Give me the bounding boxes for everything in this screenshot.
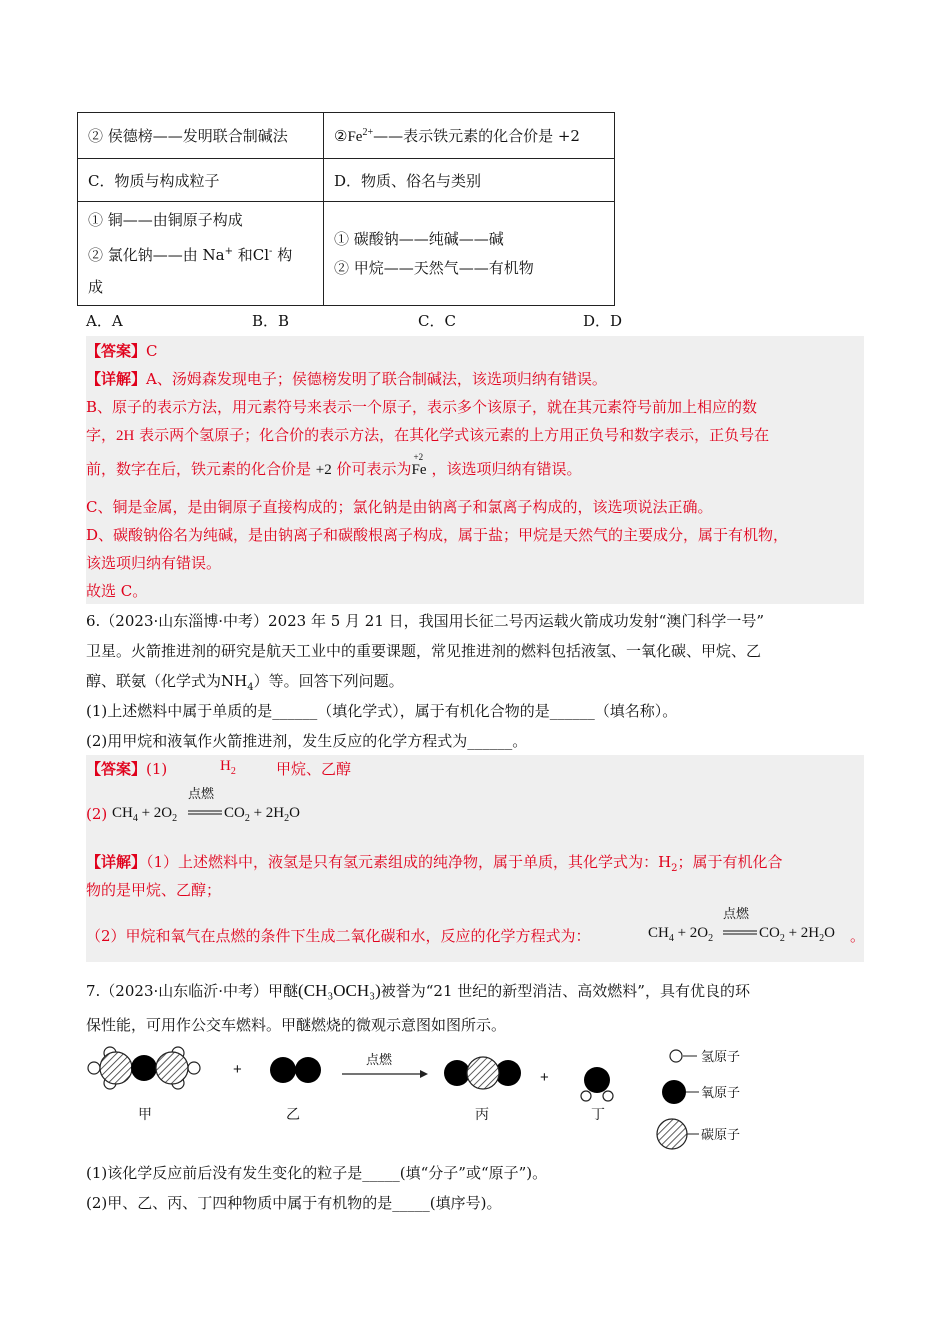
label-jia: 甲 [138,1107,152,1123]
svg-text:氧原子: 氧原子 [701,1086,741,1101]
option-b: B．B [252,312,290,330]
svg-text:+: + [233,1061,242,1078]
table-cell: ② 侯德榜——发明联合制碱法 [78,113,324,159]
q6-subquestion-1: (1)上述燃料中属于单质的是______（填化学式），属于有机化合物的是______（填名称）。 [86,702,678,720]
q5-answer-box: 【答案】C 【详解】A、汤姆森发现电子；侯德榜发明了联合制碱法，该选项归纳有错误。 B、原子的表示方法，用元素符号来表示一个原子，表示多个该原子，就在其元素符号前加上相应的数 字，2H 表示两个氢原子；化合价的表示方法，在其化学式该元素的上方用正负号和数字表示，正负号在 前，数字在后，铁元素的化合价是 +2 价可表示为 +2 Fe ，该选项归纳有错误。 C、铜是金属，是由铜原子直接构成的；氯化钠是由钠离子和氯离子构成的，该选项说法正确。 D、碳酸钠俗名为纯碱，是由钠离子和碳酸根离子构成，属于盐；甲烷是天然气的主要成分，属于有机物， 该选项归纳有错误。 故选 C。 [86,336,864,604]
svg-text:碳原子: 碳原子 [701,1128,741,1143]
q7-stem-line: 保性能，可用作公交车燃料。甲醚燃烧的微观示意图如图所示。 [86,1016,507,1034]
q6-stem-line: 6.（2023·山东淄博·中考）2023 年 5 月 21 日，我国用长征二号丙运载火箭成功发射“澳门科学一号” [86,612,765,630]
svg-text:氢原子: 氢原子 [701,1050,741,1065]
legend-carbon [657,1119,740,1149]
table-cell: $②Fe^{2+}——$表示铁元素的化合价是 +2 [324,113,615,159]
table-row [78,113,615,159]
option-d: D．D [583,312,623,330]
table-cell: C．物质与构成粒子 [78,159,324,202]
q6-stem-line: 醇、联氨（化学式为$NH_4$）等。回答下列问题。 [86,672,404,693]
q7-subquestion-2: (2)甲、乙、丙、丁四种物质中属于有机物的是_____(填序号)。 [86,1194,502,1212]
q7-stem-line: 7.（2023·山东临沂·中考）甲醚(CH₃OCH₃)被誉为“21 世纪的新型消洁、高效燃料”，具有优良的环 [86,981,750,1000]
q6-answer-box: 【答案】(1) $H_2$ 甲烷、乙醇 (2) $CH_4 + 2O_2$ 点燃 $CO_2 + 2H_2O$ 【详解】（1）上述燃料中，液氢是只有氢元素组成的纯净物，属于单质，其化学式为：$H_2$；属于有机化合 物的是甲烷、乙醇； （2）甲烷和氧气在点燃的条件下生成二氧化碳和水，反应的化学方程式为： $CH_4 + 2O_2$ 点燃 $CO_2 + 2H_2O$ 。 [86,755,864,962]
svg-text:CH4 + 2O2: $CH_4 + 2O_2$ [648,925,714,944]
label-yi: 乙 [286,1107,300,1123]
q7-subquestion-1: (1)该化学反应前后没有发生变化的粒子是_____(填“分子”或“原子”)。 [86,1164,548,1182]
label-bing: 丙 [475,1107,489,1123]
molecule-ding [581,1067,613,1101]
condition-label: 点燃 [188,787,215,802]
option-a: A．A [86,312,123,330]
condition-label: 点燃 [723,907,750,922]
answer-value: C [146,342,158,360]
molecule-yi [270,1057,321,1083]
table-cell: ① 碳酸钠——纯碱——碱 ② 甲烷——天然气——有机物 [324,202,615,306]
answer-h2: $H_2$ [220,758,236,777]
answer-tag: 【答案】 [86,760,147,778]
legend-oxygen [662,1080,740,1104]
q6-stem-line: 卫星。火箭推进剂的研究是航天工业中的重要课题，常见推进剂的燃料包括液氢、一氧化碳、甲烷、乙 [86,642,762,660]
label-ding: 丁 [591,1107,605,1123]
option-c: C．C [418,312,456,330]
svg-text:CO2 + 2H2O: $CO_2 + 2H_2O$ [224,805,300,824]
q6-subquestion-2: (2)用甲烷和液氧作火箭推进剂，发生反应的化学方程式为______。 [86,732,528,750]
equation-ch4-combustion [112,785,342,831]
table-cell: D．物质、俗名与类别 [324,159,615,202]
molecule-jia [88,1047,200,1089]
svg-text:CH4 + 2O2: $CH_4 + 2O_2$ [112,805,178,824]
svg-text:+: + [540,1069,549,1086]
arrow-condition-label: 点燃 [366,1053,393,1068]
table-row [78,202,615,306]
detail-tag: 【详解】 [86,853,147,871]
answer-names: 甲烷、乙醇 [276,760,352,778]
dimethyl-ether-formula: (CH₃OCH₃) [298,981,381,1000]
arrow-icon [420,1070,428,1078]
table-row [78,159,615,202]
molecule-bing [444,1057,521,1089]
detail-tag: 【详解】 [86,370,147,388]
comparison-table [77,112,615,306]
combustion-micro-diagram [80,1040,800,1155]
svg-text:CO2 + 2H2O: $CO_2 + 2H_2O$ [759,925,835,944]
table-cell: ① 铜——由铜原子构成 ② 氯化钠——由 Na+ 和Cl- 构 成 [78,202,324,306]
equation-ch4-combustion [646,905,864,951]
legend-hydrogen [670,1050,740,1065]
answer-tag: 【答案】 [86,342,147,360]
